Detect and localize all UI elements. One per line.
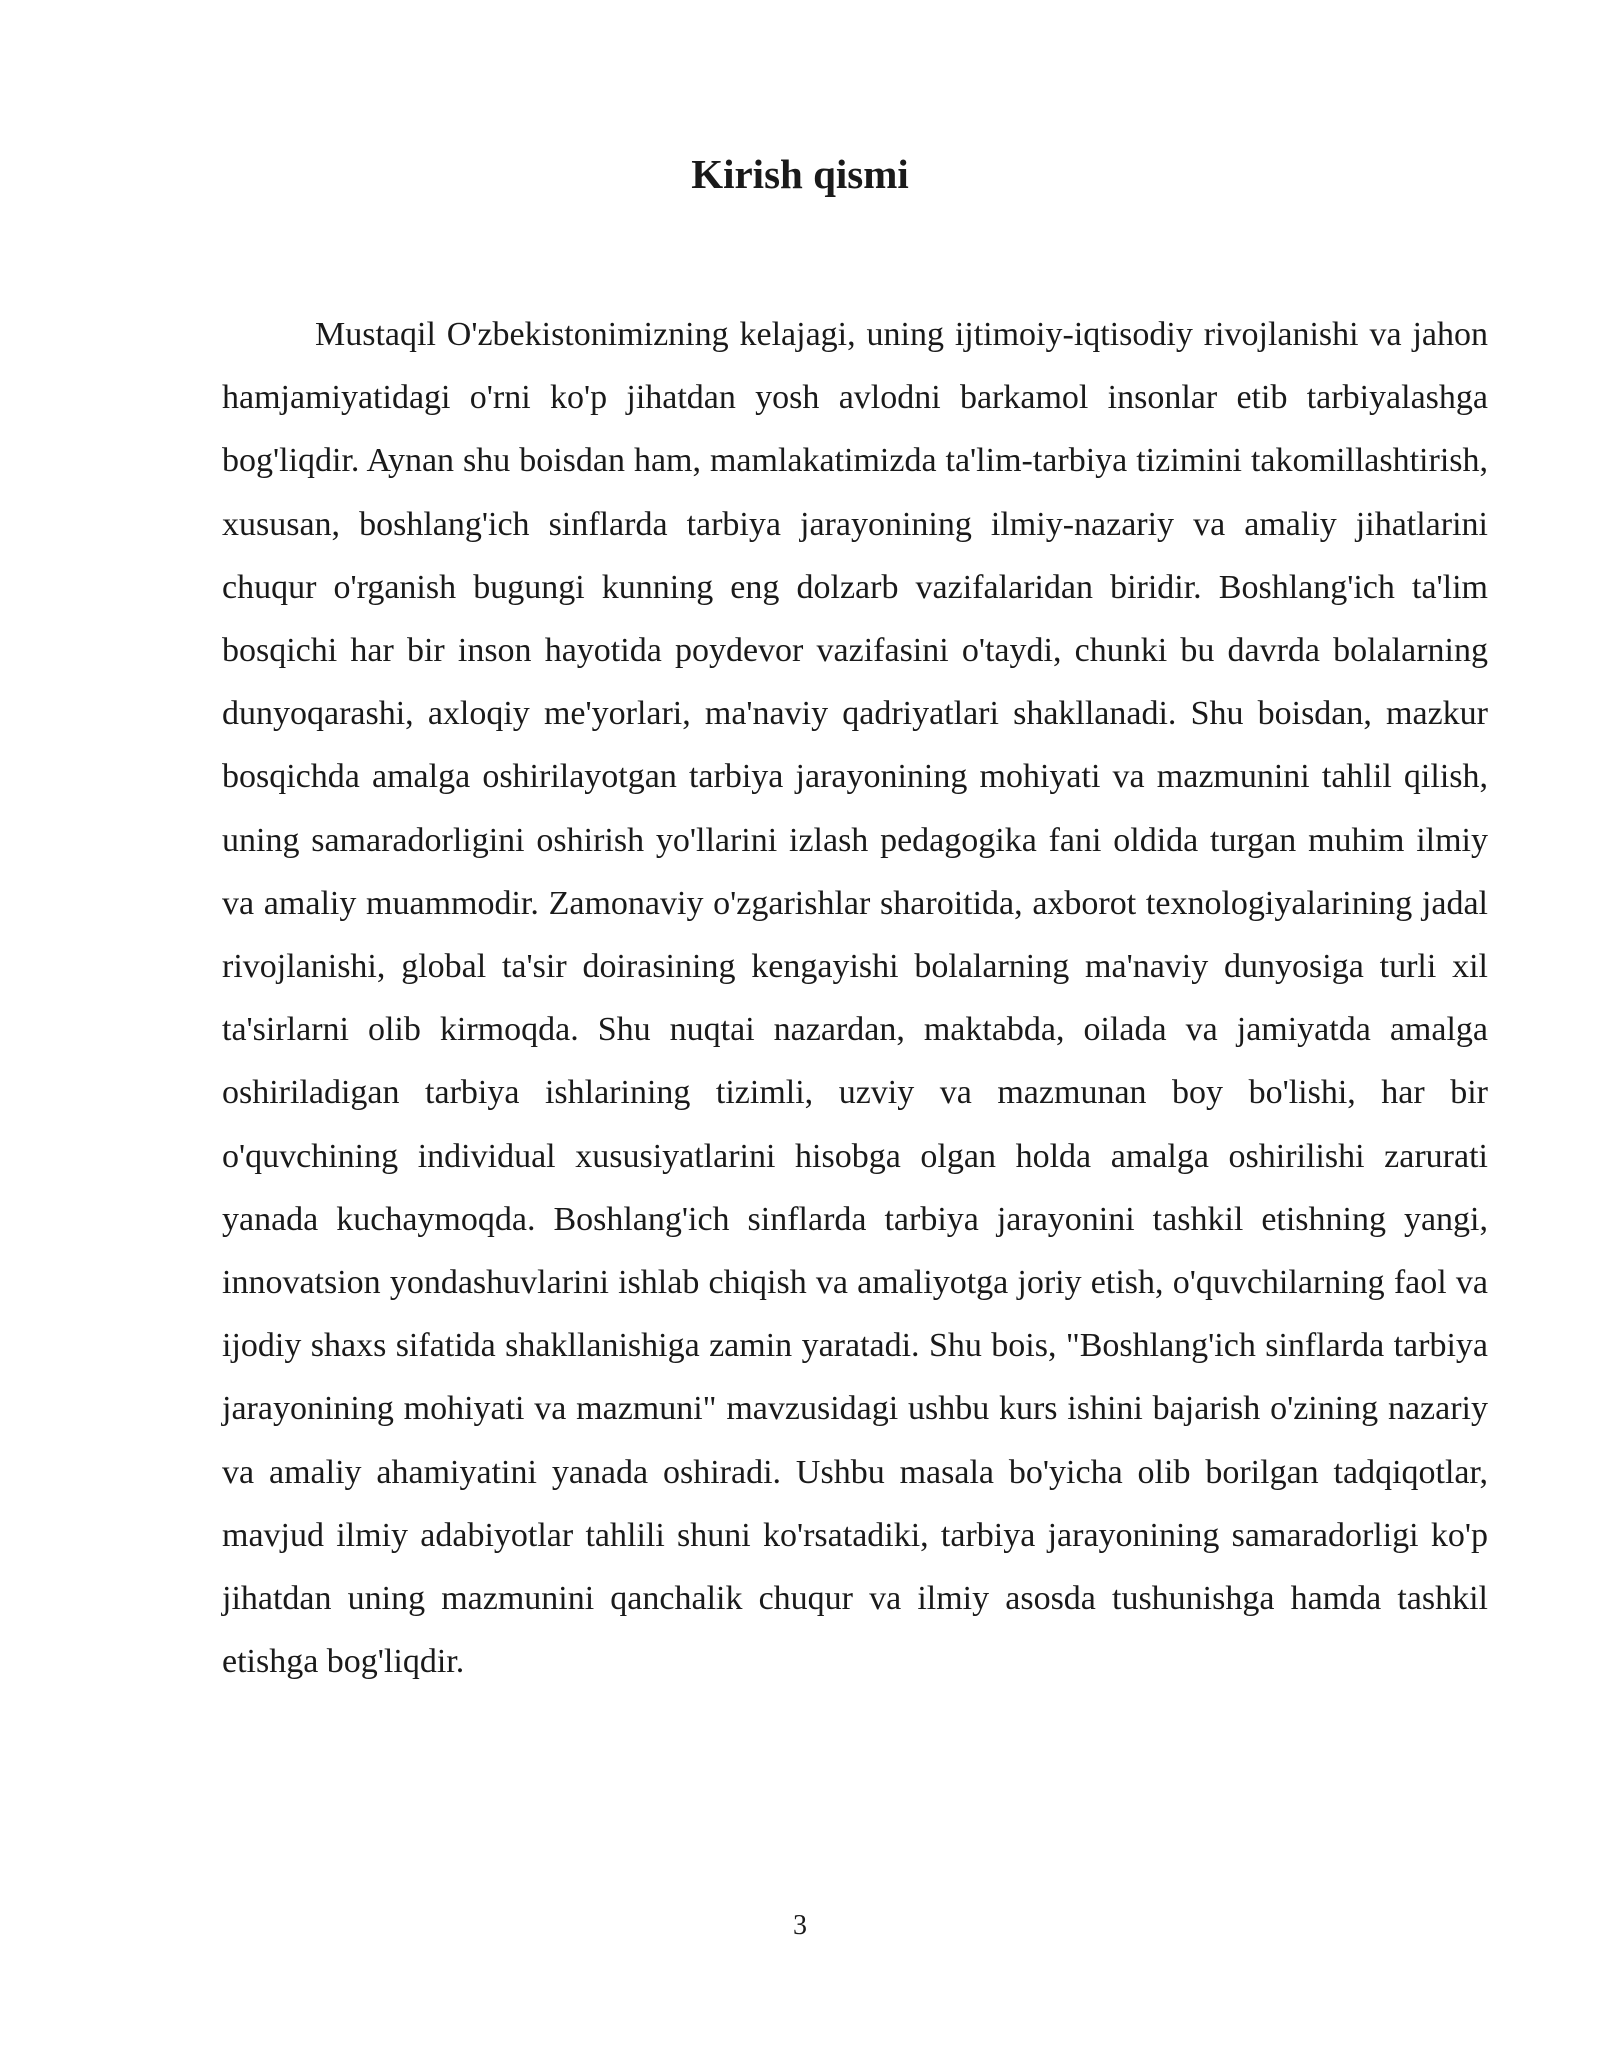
page-number: 3 bbox=[793, 1910, 807, 1941]
body-paragraph: Mustaqil O'zbekistonimizning kelajagi, uning ijtimoiy-iqtisodiy rivojlanishi va jahon hamjamiyatidagi o'rni ko'p jihatdan yosh avlodni barkamol insonlar etib tarbiyalashga bog'liqdir. Aynan shu boisdan ham, mamlakatimizda ta'lim-tarbiya tizimini takomillashtirish, xususan, boshlang'ich sinflarda tarbiya jarayonining ilmiy-nazariy va amaliy jihatlarini chuqur o'rganish bugungi kunning eng dolzarb vazifalaridan biridir. Boshlang'ich ta'lim bosqichi har bir inson hayotida poydevor vazifasini o'taydi, chunki bu davrda bolalarning dunyoqarashi, axloqiy me'yorlari, ma'naviy qadriyatlari shakllanadi. Shu boisdan, mazkur bosqichda amalga oshirilayotgan tarbiya jarayonining mohiyati va mazmunini tahlil qilish, uning samaradorligini oshirish yo'llarini izlash pedagogika fani oldida turgan muhim ilmiy va amaliy muammodir. Zamonaviy o'zgarishlar sharoitida, axborot texnologiyalarining jadal rivojlanishi, global ta'sir doirasining kengayishi bolalarning ma'naviy dunyosiga turli xil ta'sirlarni olib kirmoqda. Shu nuqtai nazardan, maktabda, oilada va jamiyatda amalga oshiriladigan tarbiya ishlarining tizimli, uzviy va mazmunan boy bo'lishi, har bir o'quvchining individual xususiyatlarini hisobga olgan holda amalga oshirilishi zarurati yanada kuchaymoqda. Boshlang'ich sinflarda tarbiya jarayonini tashkil etishning yangi, innovatsion yondashuvlarini ishlab chiqish va amaliyotga joriy etish, o'quvchilarning faol va ijodiy shaxs sifatida shakllanishiga zamin yaratadi. Shu bois, "Boshlang'ich sinflarda tarbiya jarayonining mohiyati va mazmuni" mavzusidagi ushbu kurs ishini bajarish o'zining nazariy va amaliy ahamiyatini yanada oshiradi. Ushbu masala bo'yicha olib borilgan tadqiqotlar, mavjud ilmiy adabiyotlar tahlili shuni ko'rsatadiki, tarbiya jarayonining samaradorligi ko'p jihatdan uning mazmunini qanchalik chuqur va ilmiy asosda tushunishga hamda tashkil etishga bog'liqdir. bbox=[222, 316, 1488, 1681]
page-title: Kirish qismi bbox=[691, 151, 909, 197]
